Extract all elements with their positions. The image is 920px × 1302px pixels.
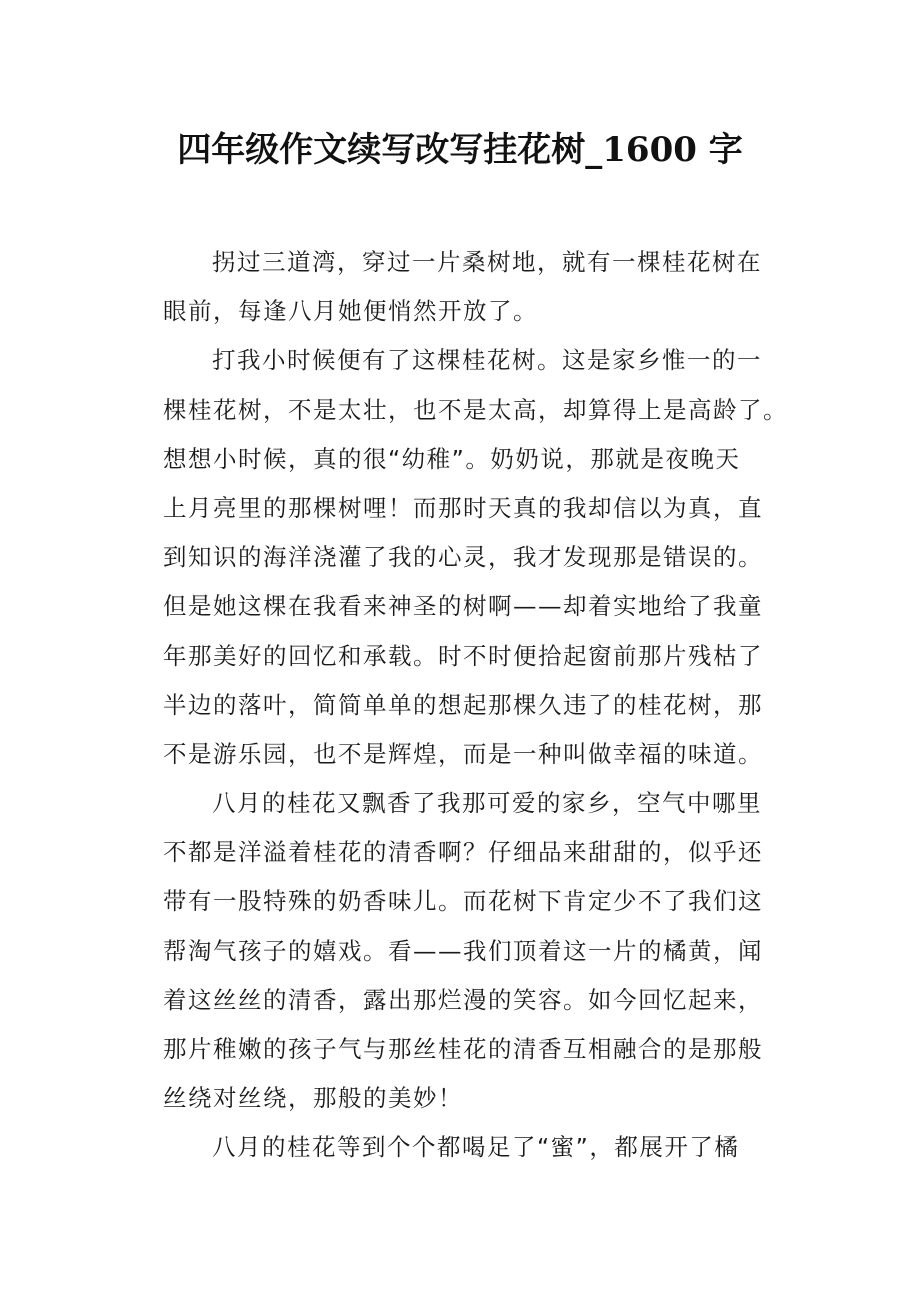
paragraph-2-line-2: 棵桂花树，不是太壮，也不是太高，却算得上是高龄了。: [163, 395, 788, 424]
paragraph-2-line-8: 半边的落叶，简简单单的想起那棵久违了的桂花树，那: [163, 690, 763, 719]
paragraph-3-line-7: 丝绕对丝绕，那般的美妙！: [163, 1084, 463, 1113]
paragraph-4-line-1: 八月的桂花等到个个都喝足了“蜜”，都展开了橘: [212, 1133, 740, 1162]
paragraph-2-line-1: 打我小时候便有了这棵桂花树。这是家乡惟一的一: [212, 346, 762, 375]
paragraph-3-line-4: 帮淘气孩子的嬉戏。看——我们顶着这一片的橘黄，闻: [163, 936, 763, 965]
paragraph-2-line-5: 到知识的海洋浇灌了我的心灵，我才发现那是错误的。: [163, 543, 763, 572]
paragraph-3-line-6: 那片稚嫩的孩子气与那丝桂花的清香互相融合的是那般: [163, 1035, 763, 1063]
paragraph-1-line-2: 眼前，每逢八月她便悄然开放了。: [163, 297, 538, 326]
paragraph-2-line-6: 但是她这棵在我看来神圣的树啊——却着实地给了我童: [163, 592, 763, 621]
paragraph-3-line-5: 着这丝丝的清香，露出那烂漫的笑容。如今回忆起来，: [163, 985, 763, 1014]
paragraph-1-line-1: 拐过三道湾，穿过一片桑树地，就有一棵桂花树在: [212, 248, 762, 276]
paragraph-2-line-3: 想想小时候，真的很“幼稚”。奶奶说，那就是夜晚天: [163, 444, 741, 473]
paragraph-3-line-1: 八月的桂花又飘香了我那可爱的家乡，空气中哪里: [212, 789, 762, 818]
paragraph-3-line-3: 带有一股特殊的奶香味儿。而花树下肯定少不了我们这: [163, 887, 763, 916]
paragraph-3-line-2: 不都是洋溢着桂花的清香啊？仔细品来甜甜的，似乎还: [163, 838, 763, 867]
paragraph-2-line-9: 不是游乐园，也不是辉煌，而是一种叫做幸福的味道。: [163, 739, 763, 768]
document-body: [163, 238, 788, 1173]
document-title: 四年级作文续写改写挂花树_1600 字: [177, 130, 743, 170]
paragraph-2-line-7: 年那美好的回忆和承载。时不时便拾起窗前那片残枯了: [163, 641, 763, 670]
paragraph-2-line-4: 上月亮里的那棵树哩！而那时天真的我却信以为真，直: [163, 493, 763, 522]
